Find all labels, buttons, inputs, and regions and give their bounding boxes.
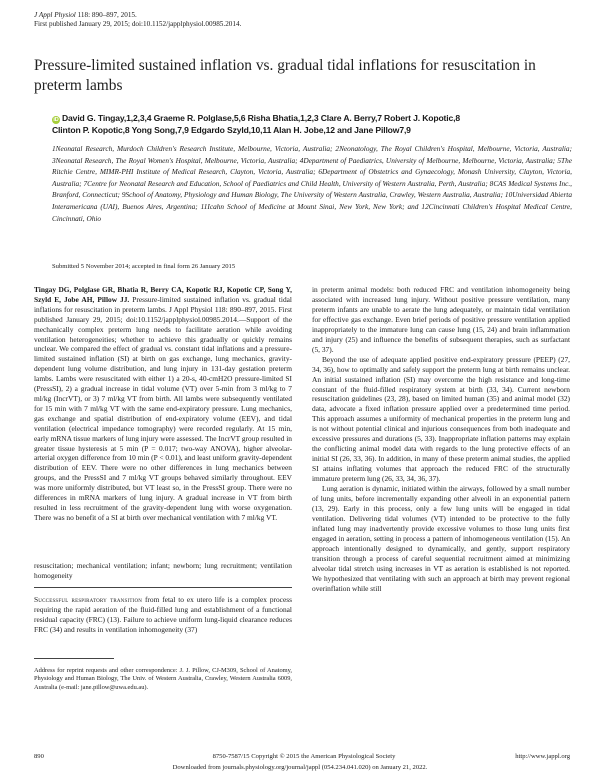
authors-line-1: David G. Tingay,1,2,3,4 Graeme R. Polglase,5,6 Risha Bhatia,1,2,3 Clare A. Berry,7 Robert J. Kopotic,8 [62,113,460,123]
paragraph: in preterm animal models: both reduced FRC and ventilation inhomogeneity being associated with increased lung injury. Without positive pressure ventilation, many preterm infants are unable to aerate the lung adequately, or maintain tidal ventilation for effective gas exchange. Even brief periods of positive pressure ventilation applied inappropriately to the immature lung can cause lung (15, 24) and brain inflammation and injury (25) and influence the benefits of subsequent therapies, such as surfactant (5, 37). [312,285,570,354]
intro-lead: Successful respiratory transition [34,595,143,604]
download-note: Downloaded from journals.physiology.org/journal/jappl (054.234.041.020) on January 21, 2022. [172,764,428,771]
right-column [312,285,570,594]
author-list [52,112,570,136]
keywords: resuscitation; mechanical ventilation; infant; newborn; lung recruitment; ventilation homogeneity [34,561,292,580]
intro-text: from fetal to ex utero life is a complex process requiring the rapid aeration of the fluid-filled lung and establishment of a functional residual capacity (FRC) (13). Failure to achieve uniform lung-liquid clearance reduces FRC (34) and results in ventilation inhomogeneity (37) [34,595,292,635]
abstract-body: Pressure-limited sustained inflation vs. gradual tidal inflations for resuscitation in preterm lambs. J Appl Physiol 118: 890–897, 2015. First published January 29, 2015; doi:10.1152/japplphysiol.00985.2014.—Support of the mechanically complex preterm lung needs to facilitate aeration while avoiding ventilation heterogeneities; whether to achieve this gradually or quickly remains unclear. We compared the effect of gradual vs. constant tidal inflations and a pressure-limited sustained inflation (SI) at birth on gas exchange, lung mechanics, gravity-dependent lung volume distribution, and lung injury in 131-day gestation preterm lambs. Lambs were resuscitated with either 1) a 20-s, 40-cmH2O pressure-limited SI (PressSI), 2) a gradual increase in tidal volume (VT) over 5-min from 3 ml/kg to 7 ml/kg (IncrVT), or 3) 7 ml/kg VT from birth. All lambs were subsequently ventilated for 15 min with 7 ml/kg VT with the same end-expiratory pressure. Lung mechanics, gas exchange and spatial distribution of end-expiratory volume (EEV), and tidal ventilation (electrical impedance tomography) were recorded regularly. At 15 min, early mRNA tissue markers of lung injury were assessed. The IncrVT group resulted in greater tissue hysteresis at 5 min (P = 0.017; two-way ANOVA), higher alveolar-arterial oxygen difference from 10 min (P < 0.01), and least uniform gravity-dependent distribution of EEV. There were no other differences in lung mechanics between groups, and the PressSI and 7 ml/kg VT groups behaved similarly throughout. EEV was more uniformly distributed, but VT least so, in the PressSI group. There were no differences in mRNA markers of lung injury. A gradual increase in VT from birth resulted in less recruitment of the gravity-dependent lung with worse oxygenation. There was no benefit of a SI at birth over mechanical ventilation with 7 ml/kg VT. [34,294,292,522]
paragraph: Beyond the use of adequate applied positive end-expiratory pressure (PEEP) (27, 34, 36), how to optimally and safely support the preterm lung at birth remains unclear. An initial sustained inflation (SI) may overcome the high resistance and long-time constant of the fluid-filled respiratory system at birth (33, 34). Current newborn resuscitation guidelines (23, 28), based on limited human (35) and animal model (32) data, advocate a fixed inflation pressure applied over a predetermined time period. This approach assumes a uniformity of mechanical properties in the preterm lung and is not without potential clinical and injurious consequences from both inadequate and excessive pressures and durations (5, 33). Inappropriate inflation patterns may explain the conflicting animal model data with regards to the lung protective effects of an initial SI (26, 33, 36). In addition, in many of these preterm animal studies, the applied SI attains inflating volumes that approach the reduced FRC of the structurally immature preterm lung (26, 33, 34, 36, 37). [312,354,570,484]
correspondence-footnote: Address for reprint requests and other correspondence: J. J. Pillow, CJ-M309, School of Anatomy, Physiology and Human Biology, The Univ. of Western Australia, Crawley, Western Australia 6009, Australia (e-mail: jane.pillow@uwa.edu.au). [34,667,292,691]
paragraph: Lung aeration is dynamic, initiated within the airways, followed by a small number of lung units, before incrementally expanding other alveoli in an exponential pattern (13, 29). Early in this process, only a few lung units will be engaged in tidal ventilation. Delivering tidal volumes (VT) intended to be protective to the fully inflated lung may inadvertently provide excessive volumes to those lung units first engaged in aeration, setting in process a pattern of inhomogeneous ventilation (15). An approach intentionally designed to dynamically, and gently, support respiratory transition through a process of careful sequential recruitment aimed at minimizing alveolar tidal stretch using increases in VT as aeration is established is not reported. We hypothesized that ventilating with such an approach at birth may prevent regional overinflation while still [312,484,570,593]
journal-volume: 118: 890–897, 2015. [75,11,137,19]
article-title: Pressure-limited sustained inflation vs. gradual tidal inflations for resuscitation in preterm lambs [34,57,536,94]
journal-name: J Appl Physiol [34,11,76,19]
intro-left-column [34,595,292,635]
submission-dates: Submitted 5 November 2014; accepted in final form 26 January 2015 [52,263,236,270]
copyright: 8750-7587/15 Copyright © 2015 the American Physiological Society [212,753,396,760]
orcid-icon[interactable]: iD [53,117,59,123]
abstract [34,285,292,523]
divider [34,587,292,588]
authors-line-2: Clinton P. Kopotic,8 Yong Song,7,9 Edgardo Szyld,10,11 Alan H. Jobe,12 and Jane Pillow7,9 [52,125,411,135]
journal-citation [34,11,137,20]
author-line-1 [52,112,570,124]
footnote-divider [34,658,114,659]
journal-url[interactable]: http://www.jappl.org [515,753,570,760]
affiliations: 1Neonatal Research, Murdoch Children's Research Institute, Melbourne, Victoria, Australia; 2Neonatology, The Royal Children's Hospital, Melbourne, Victoria, Australia; 3Neonatal Research, The Royal Women's Hospital, Melbourne, Victoria, Australia; 4Department of Paediatrics, University of Melbourne, Melbourne, Victoria, Australia; 5The Ritchie Centre, MIMR-PHI Institute of Medical Research, Clayton, Victoria, Australia; 6Department of Obstetrics and Gynaecology, Monash University, Clayton, Victoria, Australia; 7Centre for Neonatal Research and Education, School of Paediatrics and Child Health, University of Western Australia, Perth, Australia; 8CAS Medical Systems Inc., Branford, Connecticut; 9School of Anatomy, Physiology and Human Biology, The University of Western Australia, Crawley, Western Australia, Australia; 10Universidad Abierta Interamericana (UAI), Buenos Aires, Argentina; 11Icahn School of Medicine at Mount Sinai, New York, New York; and 12Cincinnati Children's Hospital Medical Centre, Cincinnati, Ohio [52,144,572,223]
page-number: 890 [34,753,44,760]
author-line-2 [52,124,570,136]
published-line: First published January 29, 2015; doi:10.1152/japplphysiol.00985.2014. [34,20,242,28]
abstract-citation-authors: Tingay DG, Polglase GR, Bhatia R, Berry CA, Kopotic RJ, Kopotic CP, Song Y, Szyld E, Jobe AH, Pillow JJ. [34,285,292,304]
